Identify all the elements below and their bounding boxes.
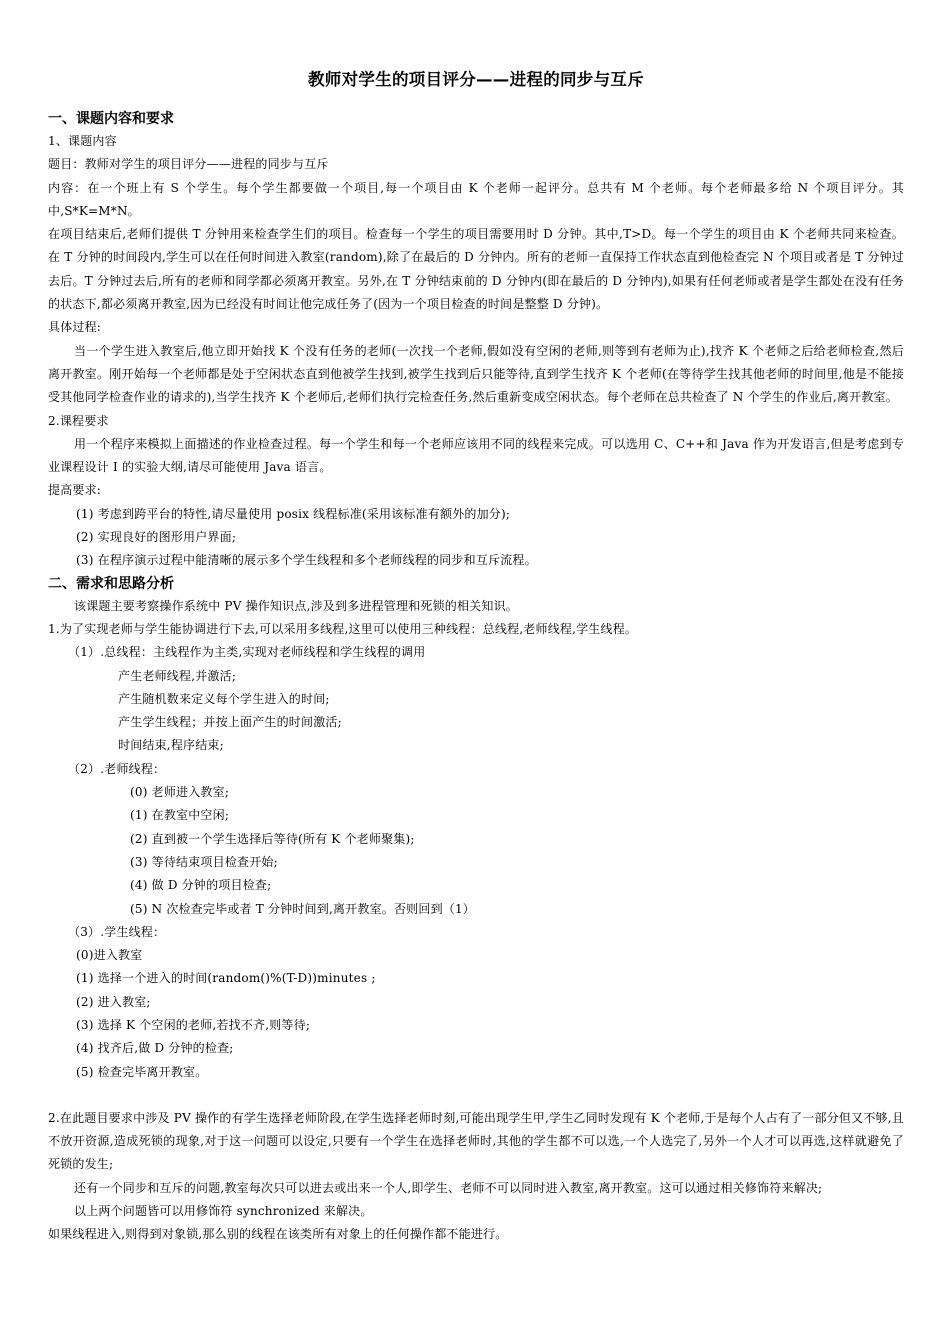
- student-thread-item: (3) 选择 K 个空闲的老师,若找不齐,则等待;: [76, 1017, 311, 1032]
- main-thread-item: 产生学生线程；并按上面产生的时间激活;: [118, 715, 342, 730]
- timing-paragraph: 在项目结束后,老师们提供 T 分钟用来检查学生们的项目。检查每一个学生的项目需要用时 D 分钟。其中,T>D。每一个学生的项目由 K 个老师共同来检查。在 T 分钟的时间段内,学生可以在任何时间进入教室(random),除了在最后的 D 分钟内。所有的老师一直保持工作状态直到他检查完 N 个项目或者是 T 分钟过去后。T 分钟过去后,所有的老师和同学都必须离开教室。另外,在 T 分钟结束前的 D 分钟内(即在最后的 D 分钟内),如果有任何老师或者是学生都处在没有任务的状态下,都必须离开教室,因为已经没有时间让他完成任务了(因为一个项目检查的时间是整整 D 分钟)。: [48, 227, 904, 312]
- content-paragraph: 内容：在一个班上有 S 个学生。每个学生都要做一个项目,每一个项目由 K 个老师一起评分。总共有 M 个老师。每个老师最多给 N 个项目评分。其中,S*K=M*N。: [48, 180, 904, 218]
- advanced-item: (2) 实现良好的图形用户界面;: [76, 530, 237, 545]
- advanced-label: 提高要求:: [48, 483, 102, 498]
- teacher-thread-item: (3) 等待结束项目检查开始;: [130, 854, 278, 869]
- topic-line: 题目：教师对学生的项目评分——进程的同步与互斥: [48, 157, 329, 172]
- student-thread-item: (1) 选择一个进入的时间(random()%(T-D))minutes ;: [76, 971, 376, 986]
- document-title: 教师对学生的项目评分——进程的同步与互斥: [308, 70, 644, 89]
- requirements-paragraph: 用一个程序来模拟上面描述的作业检查过程。每一个学生和每一个老师应该用不同的线程来完成。可以选用 C、C++和 Java 作为开发语言,但是考虑到专业课程设计 I 的实验大纲,请尽可能使用 Java 语言。: [48, 436, 904, 475]
- teacher-thread-label: （2）.老师线程：: [68, 761, 166, 776]
- analysis-intro: 该课题主要考察操作系统中 PV 操作知识点,涉及到多进程管理和死锁的相关知识。: [74, 598, 518, 613]
- spacer: [48, 1084, 904, 1107]
- analysis-point-2: 2.在此题目要求中涉及 PV 操作的有学生选择老师阶段,在学生选择老师时刻,可能出现学生甲,学生乙同时发现有 K 个老师,于是每个人占有了一部分但又不够,且不放开资源,造成死锁的现象,对于这一问题可以设定,只要有一个学生在选择老师时,其他的学生都不可以选,一个人选完了,另外一个人才可以再选,这样就避免了死锁的发生;: [48, 1110, 904, 1172]
- advanced-item: (3) 在程序演示过程中能清晰的展示多个学生线程和多个老师线程的同步和互斥流程。: [76, 553, 537, 568]
- main-thread-item: 产生老师线程,并激活;: [118, 668, 237, 683]
- teacher-thread-item: (0) 老师进入教室;: [130, 785, 230, 800]
- advanced-item: (1) 考虑到跨平台的特性,请尽量使用 posix 线程标准(采用该标准有额外的加分);: [76, 506, 511, 521]
- student-thread-item: (5) 检查完毕离开教室。: [76, 1064, 208, 1079]
- subheading-content: 1、课题内容: [48, 134, 117, 148]
- main-thread-item: 产生随机数来定义每个学生进入的时间;: [118, 691, 330, 706]
- process-paragraph: 当一个学生进入教室后,他立即开始找 K 个没有任务的老师(一次找一个老师,假如没有空闲的老师,则等到有老师为止),找齐 K 个老师之后给老师检查,然后离开教室。刚开始每一个老师都是处于空闲状态直到他被学生找到,被学生找到后只能等待,直到学生找齐 K 个老师(在等待学生找其他老师的时间里,他是不能接受其他同学检查作业的请求的),当学生找齐 K 个老师后,老师们执行完检查任务,然后重新变成空闲状态。每个老师在总共检查了 N 个学生的作业后,离开教室。: [48, 343, 904, 405]
- sync-paragraph: 还有一个同步和互斥的问题,教室每次只可以进去或出来一个人,即学生、老师不可以同时进入教室,离开教室。这可以通过相关修饰符来解决;: [74, 1180, 823, 1195]
- section-heading-requirements: 一、课题内容和要求: [48, 111, 174, 127]
- student-thread-item: (0)进入教室: [76, 948, 143, 963]
- process-label: 具体过程:: [48, 320, 102, 335]
- analysis-point-1: 1.为了实现老师与学生能协调进行下去,可以采用多线程,这里可以使用三种线程：总线程,老师线程,学生线程。: [48, 621, 638, 636]
- teacher-thread-item: (2) 直到被一个学生选择后等待(所有 K 个老师聚集);: [130, 831, 415, 846]
- lock-note: 如果线程进入,则得到对象锁,那么别的线程在该类所有对象上的任何操作都不能进行。: [48, 1227, 508, 1242]
- main-thread-label: （1）.总线程：主线程作为主类,实现对老师线程和学生线程的调用: [68, 645, 426, 660]
- student-thread-item: (4) 找齐后,做 D 分钟的检查;: [76, 1041, 234, 1056]
- student-thread-item: (2) 进入教室;: [76, 994, 151, 1009]
- teacher-thread-item: (4) 做 D 分钟的项目检查;: [130, 878, 272, 893]
- teacher-thread-item: (5) N 次检查完毕或者 T 分钟时间到,离开教室。否则回到（1）: [130, 901, 476, 916]
- subheading-course-requirements: 2.课程要求: [48, 413, 109, 428]
- section-heading-analysis: 二、需求和思路分析: [48, 575, 174, 592]
- main-thread-item: 时间结束,程序结束;: [118, 738, 224, 753]
- synchronized-note: 以上两个问题皆可以用修饰符 synchronized 来解决。: [74, 1204, 373, 1219]
- teacher-thread-item: (1) 在教室中空闲;: [130, 808, 230, 823]
- student-thread-label: （3）.学生线程：: [68, 924, 166, 939]
